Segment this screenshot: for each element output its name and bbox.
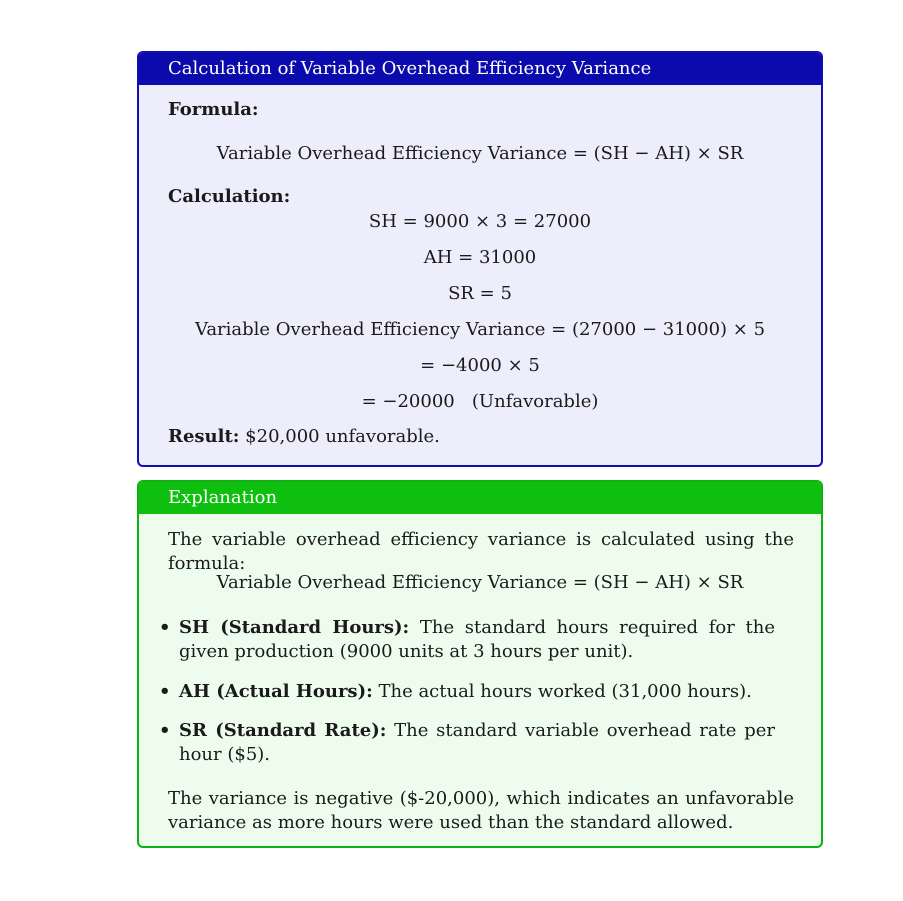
explanation-box-body bbox=[139, 514, 821, 846]
calculation-label: Calculation: bbox=[168, 186, 291, 207]
explanation-intro: The variable overhead efficiency variance is calculated using the formula: bbox=[168, 529, 794, 574]
bullet-icon: • bbox=[159, 617, 171, 638]
list-item bbox=[159, 680, 775, 704]
calculation-box bbox=[137, 51, 823, 467]
calc-line-variance: Variable Overhead Efficiency Variance = (27000 − 31000) × 5 bbox=[194, 319, 766, 340]
bullet-term: SR (Standard Rate): bbox=[179, 720, 387, 741]
bullet-icon: • bbox=[159, 720, 171, 741]
formula-equation: Variable Overhead Efficiency Variance = (SH − AH) × SR bbox=[216, 143, 744, 164]
explanation-box bbox=[137, 480, 823, 848]
calculation-box-body bbox=[139, 85, 821, 465]
bullet-icon: • bbox=[159, 681, 171, 702]
calc-line-sr: SR = 5 bbox=[448, 283, 512, 304]
calc-line-sh: SH = 9000 × 3 = 27000 bbox=[368, 211, 592, 232]
calc-line-total: = −20000 (Unfavorable) bbox=[361, 391, 599, 412]
list-item bbox=[159, 719, 775, 767]
bullet-term: AH (Actual Hours): bbox=[179, 681, 373, 702]
calc-line-ah: AH = 31000 bbox=[423, 247, 537, 268]
calculation-box-title: Calculation of Variable Overhead Efficiency Variance bbox=[139, 53, 821, 85]
explanation-box-title: Explanation bbox=[139, 482, 821, 514]
explanation-conclusion: The variance is negative ($-20,000), which indicates an unfavorable variance as more hours were used than the standard allowed. bbox=[168, 788, 794, 833]
explanation-formula: Variable Overhead Efficiency Variance = (SH − AH) × SR bbox=[216, 572, 744, 593]
result-label: Result: bbox=[168, 426, 240, 447]
bullet-term: SH (Standard Hours): bbox=[179, 617, 410, 638]
calc-line-product: = −4000 × 5 bbox=[420, 355, 540, 376]
result-value: $20,000 unfavorable. bbox=[245, 426, 440, 447]
list-item bbox=[159, 616, 775, 664]
bullet-text: The actual hours worked (31,000 hours). bbox=[378, 681, 752, 702]
bullet-text: The standard hours required for the given production (9000 units at 3 hours per unit). bbox=[179, 617, 775, 662]
formula-label: Formula: bbox=[168, 99, 259, 120]
bullet-text: The standard variable overhead rate per hour ($5). bbox=[179, 720, 775, 765]
result-line bbox=[168, 426, 440, 447]
